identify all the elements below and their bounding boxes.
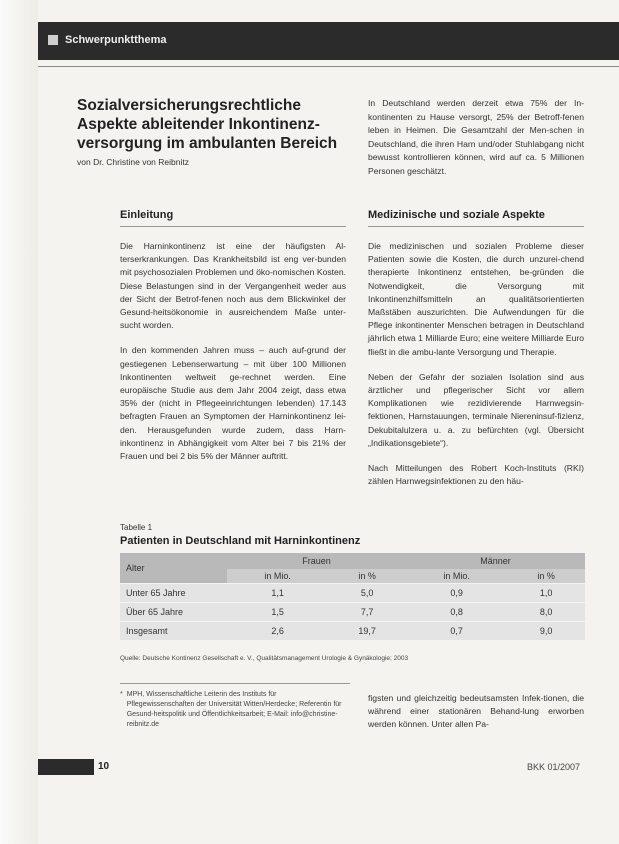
table-cell: 8,0 [507,603,585,622]
title-line: Aspekte ableitender Inkontinenz- [77,116,320,133]
table-header-alter: Alter [120,553,227,584]
table-cell: 1,1 [227,584,328,603]
table-row [120,584,585,603]
section-tag [48,30,166,50]
paragraph: In den kommenden Jahren muss – auch auf-grund der gestiegenen Lebenserwartung – mit über 100 Millionen Inkontinenten weltweit ge-rechnet werden. Eine europäische Studie aus dem Jahr 2004 zeigt, dass etwa 35% der (nicht in Pflegeeinrichtungen lebenden) 17.143 befragten Frauen an Symptomen der Harninkontinenz lei-den. Herausgefunden wurde zudem, dass Harn-inkontinenz in Abhängigkeit vom Alter bei 7 bis 21% der Frauen und bei 2 bis 5% der Männer auftritt. [120,345,346,462]
footnote-text: MPH, Wissenschaftliche Leiterin des Instituts für Pflegewissenschaften der Universität Witten/Herdecke; Referentin für Gesund-heitspolitik und Öffentlichkeitsarbeit; E-Mail: info@christine-reibnitz.de [126,691,342,728]
right-column-body [368,240,584,500]
table-cell: 7,7 [328,603,406,622]
table-subheader: in Mio. [406,569,507,584]
table-cell: Unter 65 Jahre [120,584,227,603]
table-cell: 2,6 [227,622,328,641]
table-cell: 0,7 [406,622,507,641]
heading-rule [120,226,346,227]
table-subheader: in Mio. [227,569,328,584]
table-source: Quelle: Deutsche Kontinenz Gesellschaft e. V., Qualitätsmanagement Urologie & Gynäkologie; 2003 [120,655,409,662]
section-heading-medizinisch: Medizinische und soziale Aspekte [368,209,545,221]
paragraph: Die Harninkontinenz ist eine der häufigsten Al-terserkrankungen. Das Krankheitsbild ist eng ver-bunden mit psychosozialen Problemen und öko-nomischen Kosten. Diese Belastungen sind in der Vergangenheit weder aus der Sicht der Betrof-fenen noch aus dem Blickwinkel der Gesund-heitsökonomie in ausreichendem Maße unter-sucht worden. [120,241,346,331]
journal-reference: BKK 01/2007 [527,762,581,772]
section-heading-einleitung: Einleitung [120,209,174,221]
section-square-icon [48,35,58,45]
paragraph: Die medizinischen und sozialen Probleme dieser Patienten sowie die Kosten, die durch unzurei-chend therapierte Inkontinenz entstehen, be-gründen die Notwendigkeit, die Versorgung mit Inkontinenzhilfsmitteln an qualitätsorientierten Maßstäben auszurichten. Die Aufwendungen für die Pflege inkontinenter Menschen betragen in Deutschland jährlich etwa 1 Milliarde Euro; eine weitere Milliarde Euro fließt in die ambu-lante Versorgung und Therapie. [368,241,584,357]
intro-paragraph: In Deutschland werden derzeit etwa 75% der In-kontinenten zu Hause versorgt, 25% der Betroff-fenen leben in Heimen. Die Gesamtzahl der Men-schen in Deutschland, die ihren Harn und/oder Stuhlabgang nicht bewusst kontrollieren können, wird auf ca. 5 Millionen Personen geschätzt. [368,98,584,176]
data-table [120,553,585,640]
heading-rule [368,226,584,227]
table-cell: 9,0 [507,622,585,641]
table-cell: 1,5 [227,603,328,622]
table-cell: 0,9 [406,584,507,603]
page-number: 10 [98,761,110,772]
table-subheader: in % [328,569,406,584]
footer-bar [38,759,94,775]
table-cell: 19,7 [328,622,406,641]
table-cell: Über 65 Jahre [120,603,227,622]
table-cell: 5,0 [328,584,406,603]
footnote-rule [120,683,350,684]
table-subheader: in % [507,569,585,584]
table-row [120,603,585,622]
paragraph: Nach Mitteilungen des Robert Koch-Instituts (RKI) zählen Harnwegsinfektionen zu den häu- [368,463,584,487]
table-title: Patienten in Deutschland mit Harninkontinenz [120,535,361,547]
table-cell: 0,8 [406,603,507,622]
author-byline: von Dr. Christine von Reibnitz [77,157,189,167]
table-cell: 1,0 [507,584,585,603]
table-header-group: Männer [406,553,585,569]
page-edge-shadow [0,0,38,844]
article-title [77,96,359,153]
section-tag-label: Schwerpunktthema [65,34,167,46]
table-label: Tabelle 1 [120,523,153,532]
left-column-body [120,240,346,475]
title-line: versorgung im ambulanten Bereich [77,135,338,152]
header-rule [38,66,619,67]
table-row [120,622,585,641]
table-cell: Insgesamt [120,622,227,641]
continuation-paragraph: figsten und gleichzeitig bedeutsamsten Infek-tionen, die während einer stationären Behand-lung erworben werden können. Unter allen Pa- [368,693,584,730]
table-header-group: Frauen [227,553,406,569]
footnote-marker: * [120,691,123,698]
title-line: Sozialversicherungsrechtliche [77,97,301,114]
footnote [120,690,345,730]
paragraph: Neben der Gefahr der sozialen Isolation sind aus ärztlicher und pflegerischer Sicht vor allem Komplikationen wie rezidivierende Harnwegsin-fektionen, Harnstauungen, terminale Niereninsuf-fizienz, Dekubitalulzera u. a. zu befürchten (vgl. Übersicht „Indikationsgebiete“). [368,371,584,448]
